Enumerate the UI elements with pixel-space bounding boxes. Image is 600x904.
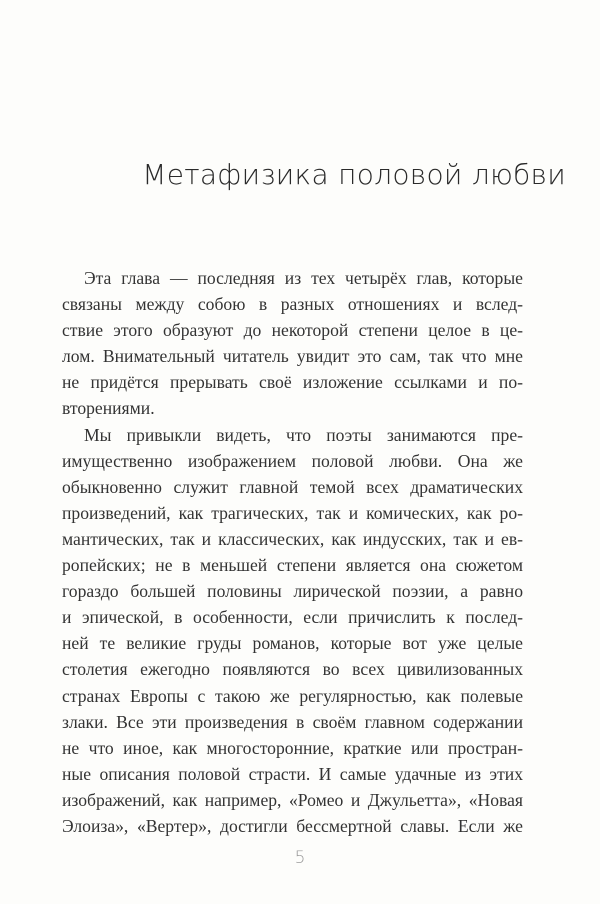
- paragraph-1: [62, 265, 523, 422]
- text-line: не придётся прерывать своё изложение ссылками и по-: [62, 372, 523, 393]
- text-line: столетия ежегодно появляются во всех цивилизованных: [62, 659, 523, 680]
- text-line: мантических, так и классических, как индусских, так и ев-: [62, 528, 523, 549]
- text-line: злаки. Все эти произведения в своём главном содержании: [62, 711, 523, 732]
- text-line: не что иное, как многосторонние, краткие или простран-: [62, 737, 523, 758]
- body-text: [62, 265, 523, 839]
- text-line: Элоиза», «Вертер», достигли бессмертной славы. Если же: [62, 815, 523, 836]
- text-line: вторениями.: [62, 398, 155, 419]
- chapter-title: Метафизика половой любви: [142, 158, 566, 191]
- text-line: Мы привыкли видеть, что поэты занимаются пре-: [84, 424, 523, 445]
- text-line: обыкновенно служит главной темой всех драматических: [62, 476, 523, 497]
- text-line: странах Европы с такою же регулярностью, как полевые: [62, 685, 523, 706]
- text-line: лом. Внимательный читатель увидит это сам, так что мне: [62, 346, 523, 367]
- text-line: связаны между собою в разных отношениях и вслед-: [62, 294, 523, 315]
- text-line: имущественно изображением половой любви. Она же: [62, 450, 523, 471]
- page-number: 5: [294, 848, 306, 868]
- text-line: ней те великие груды романов, которые вот уже целые: [62, 633, 523, 654]
- text-line: и эпической, в особенности, если причислить к послед-: [62, 607, 523, 628]
- text-line: изображений, как например, «Ромео и Джульетта», «Новая: [62, 789, 523, 810]
- text-line: ные описания половой страсти. И самые удачные из этих: [62, 763, 523, 784]
- text-line: произведений, как трагических, так и комических, как ро-: [62, 502, 523, 523]
- text-line: гораздо большей половины лирической поэзии, а равно: [62, 581, 523, 602]
- paragraph-2: [62, 422, 523, 840]
- text-line: ствие этого образуют до некоторой степени целое в це-: [62, 320, 523, 341]
- text-line: Эта глава — последняя из тех четырёх глав, которые: [84, 268, 523, 288]
- text-line: ропейских; не в меньшей степени является она сюжетом: [62, 555, 523, 576]
